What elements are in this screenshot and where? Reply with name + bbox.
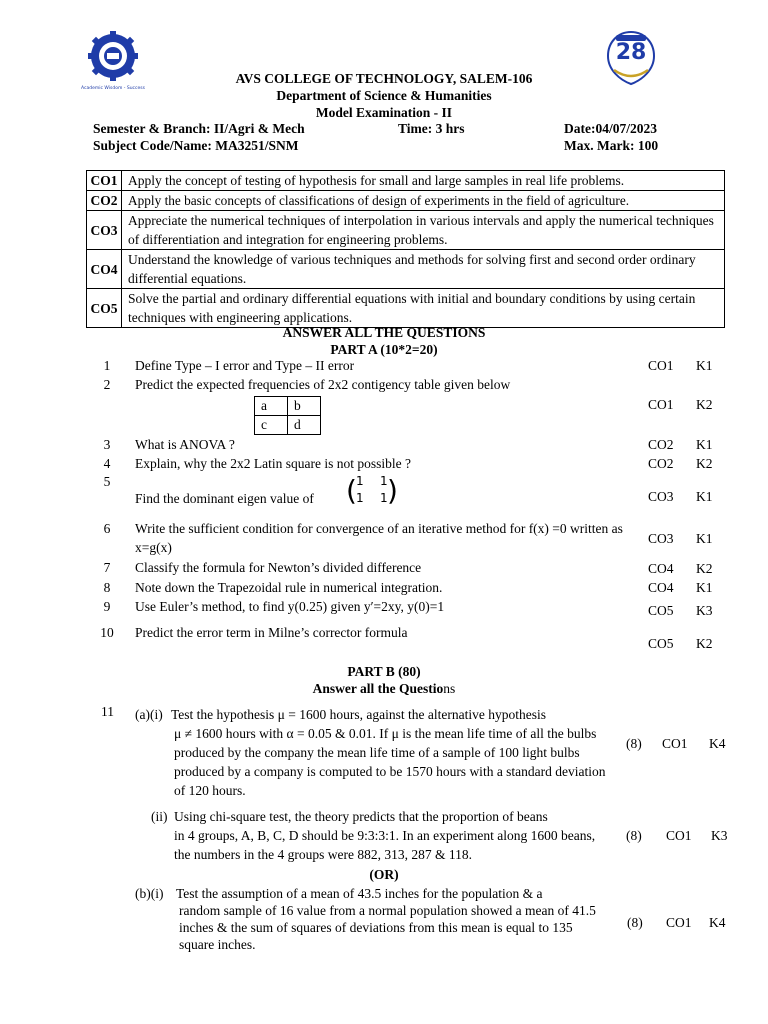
question-label: (b)(i) <box>135 886 164 901</box>
co-row <box>87 171 725 191</box>
question-co: CO1 <box>662 736 688 751</box>
question-number: 11 <box>101 704 114 719</box>
answer-all-heading: ANSWER ALL THE QUESTIONS <box>282 325 486 340</box>
subject-code: Subject Code/Name: MA3251/SNM <box>93 138 299 153</box>
question-k: K4 <box>709 915 726 930</box>
exam-date: Date:04/07/2023 <box>564 121 657 136</box>
question-number: 10 <box>100 625 114 640</box>
department-name: Department of Science & Humanities <box>276 88 492 103</box>
co-row <box>87 211 725 250</box>
part-b-title: PART B (80) <box>347 664 421 679</box>
co-row <box>87 191 725 211</box>
question-number: 4 <box>103 456 111 471</box>
svg-text:Academic Wisdom - Success: Academic Wisdom - Success <box>81 86 145 91</box>
part-b-instruction <box>0 680 768 697</box>
question-co: CO3 <box>648 489 674 504</box>
question-k: K2 <box>696 397 713 412</box>
question-text: random sample of 16 value from a normal population showed a mean of 41.5 inches & the sum of squares of deviations from this mean is equal to 135 square inches. <box>179 903 596 952</box>
co-code: CO1 <box>87 171 122 191</box>
question-k: K4 <box>709 736 726 751</box>
question-co: CO4 <box>648 561 674 576</box>
table-cell: a <box>255 397 288 416</box>
question-text: Define Type – I error and Type – II error <box>135 358 355 373</box>
semester-branch: Semester & Branch: II/Agri & Mech <box>93 121 305 136</box>
question-co: CO1 <box>666 828 692 843</box>
question-text: Explain, why the 2x2 Latin square is not possible ? <box>135 456 411 471</box>
part-b-instruction-tail: ns <box>443 681 456 696</box>
question-k: K3 <box>696 603 713 618</box>
table-cell: c <box>255 416 288 435</box>
course-outcomes-table <box>86 170 725 328</box>
question-co: CO5 <box>648 636 674 651</box>
question-co: CO2 <box>648 456 674 471</box>
co-code: CO4 <box>87 250 122 289</box>
question-text: Classify the formula for Newton’s divided difference <box>135 560 422 575</box>
question-number: 6 <box>103 521 111 536</box>
or-separator: (OR) <box>369 867 399 882</box>
college-name: AVS COLLEGE OF TECHNOLOGY, SALEM-106 <box>235 71 533 86</box>
matrix-cell: 1 <box>356 474 364 488</box>
question-co: CO1 <box>666 915 692 930</box>
table-cell: b <box>288 397 321 416</box>
question-k: K1 <box>696 531 713 546</box>
right-paren: ) <box>387 474 398 507</box>
co-code: CO2 <box>87 191 122 211</box>
contingency-table <box>254 396 321 435</box>
question-label: (ii) <box>151 809 168 824</box>
question-text: Write the sufficient condition for convergence of an iterative method for f(x) =0 written as x=g(x) <box>135 521 623 555</box>
question-number: 1 <box>103 358 111 373</box>
question-text: μ ≠ 1600 hours with α = 0.05 & 0.01. If μ is the mean life time of all the bulbs produced by the company the mean life time of a sample of 100 light bulbs produced by a company is computed to be 1570 hours with a standard deviation of 120 hours. <box>174 726 606 798</box>
question-text: Use Euler’s method, to find y(0.25) given y′=2xy, y(0)=1 <box>135 599 445 614</box>
question-text: Note down the Trapezoidal rule in numerical integration. <box>135 580 443 595</box>
question-k: K3 <box>711 828 728 843</box>
question-text: Test the hypothesis μ = 1600 hours, against the alternative hypothesis <box>171 707 546 722</box>
co-row <box>87 250 725 289</box>
question-number: 7 <box>103 560 111 575</box>
exam-title: Model Examination - II <box>315 105 453 120</box>
question-text: Using chi-square test, the theory predicts that the proportion of beans <box>174 809 548 824</box>
co-code: CO5 <box>87 289 122 328</box>
question-marks: (8) <box>627 915 643 930</box>
question-k: K1 <box>696 580 713 595</box>
question-text: Find the dominant eigen value of <box>135 491 314 506</box>
question-co: CO1 <box>648 358 674 373</box>
question-label: (a)(i) <box>135 707 163 722</box>
exam-time: Time: 3 hrs <box>398 121 465 136</box>
co-text: Appreciate the numerical techniques of interpolation in various intervals and apply the numerical techniques of differentiation and integration for engineering problems. <box>122 211 725 250</box>
part-b-instruction-bold: Answer all the Questio <box>312 681 444 696</box>
co-text: Apply the basic concepts of classifications of design of experiments in the field of agriculture. <box>122 191 725 211</box>
question-text: in 4 groups, A, B, C, D should be 9:3:3:1. In an experiment along 1600 beans, the numbers in the 4 groups were 882, 313, 287 & 118. <box>174 828 596 862</box>
co-row <box>87 289 725 328</box>
left-paren: ( <box>346 474 357 507</box>
matrix-cell: 1 <box>380 491 388 505</box>
question-number: 3 <box>103 437 111 452</box>
matrix-cell: 1 <box>380 474 388 488</box>
co-text: Solve the partial and ordinary differential equations with initial and boundary conditions by using certain techniques with engineering applications. <box>122 289 725 328</box>
co-text: Understand the knowledge of various techniques and methods for solving first and second order ordinary differential equations. <box>122 250 725 289</box>
question-number: 8 <box>103 580 111 595</box>
question-number: 9 <box>103 599 111 614</box>
question-marks: (8) <box>626 828 642 843</box>
question-text: What is ANOVA ? <box>135 437 235 452</box>
co-code: CO3 <box>87 211 122 250</box>
question-number: 2 <box>103 377 111 392</box>
anniversary-number: 28 <box>615 40 647 65</box>
question-text: Predict the expected frequencies of 2x2 contigency table given below <box>135 377 511 392</box>
question-k: K1 <box>696 437 713 452</box>
question-marks: (8) <box>626 736 642 751</box>
question-k: K2 <box>696 636 713 651</box>
question-co: CO1 <box>648 397 674 412</box>
question-text: Predict the error term in Milne’s corrector formula <box>135 625 408 640</box>
question-k: K2 <box>696 561 713 576</box>
co-text: Apply the concept of testing of hypothesis for small and large samples in real life problems. <box>122 171 725 191</box>
table-cell: d <box>288 416 321 435</box>
question-co: CO5 <box>648 603 674 618</box>
question-k: K2 <box>696 456 713 471</box>
question-text: Test the assumption of a mean of 43.5 inches for the population & a <box>176 886 543 901</box>
question-co: CO4 <box>648 580 674 595</box>
question-k: K1 <box>696 489 713 504</box>
question-number: 5 <box>103 474 111 489</box>
question-co: CO3 <box>648 531 674 546</box>
question-k: K1 <box>696 358 713 373</box>
max-mark: Max. Mark: 100 <box>564 138 659 153</box>
part-a-title: PART A (10*2=20) <box>330 342 438 357</box>
matrix-cell: 1 <box>356 491 364 505</box>
question-co: CO2 <box>648 437 674 452</box>
